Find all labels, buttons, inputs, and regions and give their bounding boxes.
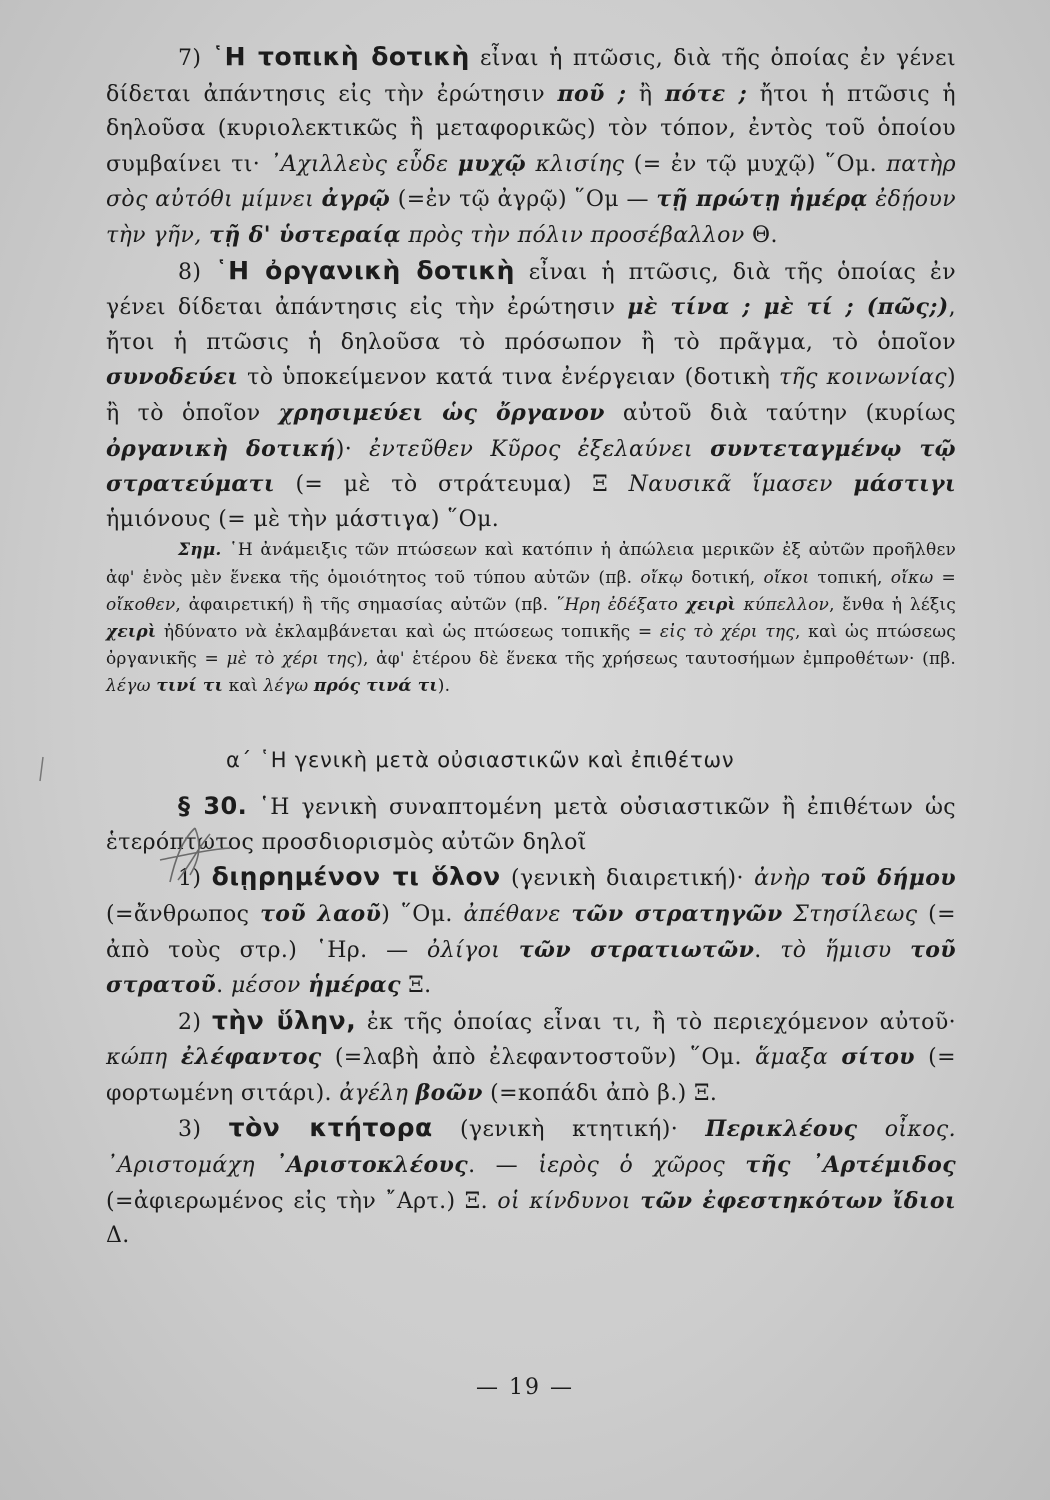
text-run: τῶν ἐφεστηκότων ἴδιοι (640, 1187, 957, 1214)
text-run: , ἤτοι ἡ πτῶσις ἡ δηλοῦσα τὸ πρόσωπον ἢ τὸ πρᾶγμα, τὸ ὁποῖον (106, 295, 956, 355)
text-run: ἐλέφαντος (180, 1044, 322, 1071)
text-run: (=κοπάδι ἀπὸ β.) Ξ. (482, 1080, 718, 1106)
text-run: , ἔνθα ἡ λέξις (829, 594, 957, 615)
text-run: . (216, 973, 231, 999)
text-run: λέγω (263, 676, 314, 697)
text-run: σίτου (841, 1044, 915, 1071)
text-run: ἐντεῦθεν Κῦρος ἐξελαύνει (369, 436, 711, 462)
text-run: (=ἄνθρωπος (106, 901, 261, 927)
text-run: ὀργανικὴ δοτική (106, 435, 336, 462)
text-run: 7) (178, 46, 212, 71)
text-run: τῶν στρατηγῶν (571, 900, 783, 927)
text-run: ῾Η τοπικὴ δοτικὴ (211, 42, 470, 71)
text-run: Στησίλεως (782, 901, 918, 927)
text-run: Περικλέους (705, 1116, 858, 1143)
page-number: — 19 — (476, 1375, 574, 1400)
text-run: ἅμαξα (755, 1045, 842, 1071)
text-run: τοῦ λαοῦ (260, 900, 382, 927)
text-run: χειρὶ (106, 621, 157, 642)
page-text (106, 40, 956, 1254)
text-run: τινί τι (156, 676, 223, 697)
text-run: μὲ τὸ χέρι της (226, 649, 357, 670)
text-run: ῾Η ὀργανικὴ δοτικὴ (215, 255, 515, 285)
text-run: 3) (178, 1117, 229, 1143)
text-run: ῾Η γενικὴ συναπτομένη μετὰ οὐσιαστικῶν ἢ ἐπιθέτων ὡς ἑτερόπτωτος προσδιορισμὸς αὐτῶν δηλοῖ (106, 795, 956, 855)
text-run: (γενικὴ διαιρετική)· (500, 866, 755, 892)
text-run: τῶν στρατιωτῶν (518, 936, 755, 963)
text-run: χρησιμεύει ὡς ὄργανον (278, 399, 605, 426)
text-run: , καὶ ὡς πτώσεως ὀργανικῆς = (106, 621, 956, 670)
text-run: ἀπέθανε (463, 901, 572, 927)
text-run: τοῦ στρατοῦ (106, 936, 957, 999)
text-run: πρὸς τὴν πόλιν προσέβαλλον (400, 222, 745, 248)
text-run: ), ἀφ' ἑτέρου δὲ ἕνεκα τῆς χρήσεως ταυτοσήμων ἐμπροθέτων· (πβ. (356, 649, 956, 670)
text-run: Ξ. (400, 973, 432, 999)
text-run: τὸν κτήτορα (228, 1113, 433, 1143)
text-run: )· (335, 436, 370, 462)
pencil-tick-icon (37, 755, 47, 785)
text-run: Δ. (106, 1223, 130, 1249)
subheading: α΄ ῾Η γενικὴ μετὰ οὐσιαστικῶν καὶ ἐπιθέτων (226, 747, 735, 772)
text-run: § 30. (178, 792, 248, 821)
text-run: τῆς ᾿Αρτέμιδος (745, 1152, 956, 1179)
text-run: Θ. (744, 222, 778, 248)
paragraph-7-local-dative (106, 40, 956, 254)
text-run: πότε ; (664, 80, 748, 107)
text-run: ἱερὸς ὁ χῶρος (538, 1153, 746, 1179)
text-run: (=λαβὴ ἀπὸ ἐλεφαντοστοῦν) ῞Ομ. (321, 1045, 756, 1071)
text-run: τοπική, (809, 567, 891, 588)
text-run: (γενικὴ κτητική)· (432, 1117, 706, 1143)
text-run: οἶκος. ᾿Αριστομάχη (106, 1117, 956, 1179)
text-run: βοῶν (415, 1079, 483, 1106)
text-run: μάστιγι (853, 471, 956, 498)
note-paragraph (106, 537, 956, 700)
text-run: Σημ. (178, 540, 222, 561)
text-run: ). (437, 676, 451, 697)
text-run: (=ἀφιερωμένος εἰς τὴν ῎Αρτ.) Ξ. (106, 1188, 498, 1214)
text-run: καὶ (223, 676, 264, 697)
text-run: 8) (178, 259, 216, 285)
text-run: τὸ ὑποκείμενον κατά τινα ἐνέργειαν (δοτικὴ (238, 365, 779, 391)
text-run: τῆς κοινωνίας (778, 365, 948, 391)
text-run: (= φορτωμένη σιτάρι). (106, 1045, 956, 1106)
text-run: συνοδεύει (106, 364, 239, 391)
text-run: τοῦ δήμου (820, 865, 956, 892)
text-run: (=ἐν τῷ ἀγρῷ) ῞Ομ — (390, 187, 657, 213)
text-run: τῇ πρώτῃ ἡμέρᾳ (656, 186, 868, 213)
text-run: τὴν ὕλην, (211, 1005, 357, 1035)
text-run: αὐτοῦ διὰ ταύτην (κυρίως (604, 400, 957, 426)
text-run: ῾Η ἀνάμειξις τῶν πτώσεων καὶ κατόπιν ἡ ἀπώλεια μερικῶν ἐξ αὐτῶν προῆλθεν ἀφ' ἑνὸς μὲν ἕνεκα τῆς ὁμοιότητος τοῦ τύπου αὐτῶν (πβ. (106, 540, 956, 588)
text-run: ) ῞Ομ. (381, 901, 464, 927)
text-run: οἴκω = οἴκοθεν (106, 567, 956, 615)
text-run: εἶναι ἡ πτῶσις, διὰ τῆς ὁποίας ἐν γένει δίδεται ἀπάντησις εἰς τὴν ἐρώτησιν (106, 259, 956, 321)
text-run: κώπη (106, 1045, 181, 1071)
text-run: ἤτοι ἡ πτῶσις ἡ δηλοῦσα (κυριολεκτικῶς ἢ μεταφορικῶς) τὸν τόπον, ἐντὸς τοῦ ὁποίου συμβαίνει τι· (106, 81, 956, 177)
text-run: (= μὲ τὸ στράτευμα) Ξ (274, 472, 629, 498)
text-run: δοτική, (683, 567, 764, 588)
text-run: οἱ κίνδυνοι (497, 1188, 641, 1214)
text-run: λέγω (106, 676, 157, 697)
text-run: . — (468, 1153, 539, 1179)
text-run: τὸ ἥμισυ (780, 937, 911, 963)
text-run: (= ἀπὸ τοὺς στρ.) ῾Ηρ. — (106, 901, 956, 963)
text-run: ᾿Αριστοκλέους (275, 1152, 469, 1179)
text-run: πρός τινά τι (313, 676, 438, 697)
text-run: πατὴρ σὸς αὐτόθι μίμνει (106, 151, 956, 213)
paragraph-8-instrumental-dative (106, 254, 956, 538)
text-run: εἶναι ἡ πτῶσις, διὰ τῆς ὁποίας ἐν γένει δίδεται ἀπάντησις εἰς τὴν ἐρώτησιν (106, 46, 956, 107)
text-run: ἐδῄουν τὴν γῆν, (106, 187, 956, 248)
text-run: (= ἐν τῷ μυχῷ) ῞Ομ. (624, 151, 887, 177)
text-run: μὲ τίνα ; μὲ τί ; (πῶς;) (627, 294, 949, 321)
text-run: ἀγέλη (339, 1080, 416, 1106)
handwritten-mark-icon (150, 820, 240, 890)
text-run: μυχῷ (457, 150, 527, 177)
text-run: ἐκ τῆς ὁποίας εἶναι τι, ἢ τὸ περιεχόμενον αὐτοῦ· (356, 1009, 956, 1035)
text-run: οἴκοι (763, 567, 810, 588)
item-3-possessive (106, 1111, 956, 1253)
text-run: ) ἢ τὸ ὁποῖον (106, 365, 956, 426)
text-run: μέσον (230, 973, 309, 999)
text-run: κλισίης (526, 151, 625, 177)
text-run: ἡμιόνους (= μὲ τὴν μάστιγα) ῞Ομ. (106, 506, 500, 532)
text-run: συντεταγμένῳ τῷ στρατεύματι (106, 435, 957, 498)
text-run: . (754, 937, 781, 963)
text-run: ποῦ ; (557, 80, 627, 107)
text-run: 1) (178, 866, 212, 892)
text-run: εἰς τὸ χέρι της (659, 621, 795, 642)
text-run: τῇ δ' ὑστεραίᾳ (209, 221, 401, 248)
text-run: οἴκῳ (640, 567, 684, 588)
text-run: κύπελλον (735, 594, 830, 615)
text-run: ἢ (626, 81, 665, 107)
text-run: ᾿Αχιλλεὺς εὗδε (269, 151, 458, 177)
item-2-material (106, 1004, 956, 1112)
text-run: ἡμέρας (308, 972, 401, 999)
text-run: ἀνὴρ (754, 866, 821, 892)
text-run: χειρὶ (685, 594, 736, 615)
text-run: διῃρημένον τι ὅλον (211, 862, 501, 892)
text-run: 2) (178, 1009, 212, 1035)
text-run: ὀλίγοι (427, 937, 519, 963)
text-run: Ναυσικᾶ ἵμασεν (628, 472, 854, 498)
text-run: , ἀφαιρετική) ἢ τῆς σημασίας αὐτῶν (πβ. (175, 594, 556, 615)
text-run: ἠδύνατο νὰ ἐκλαμβάνεται καὶ ὡς πτώσεως τοπικῆς = (156, 621, 660, 642)
text-run: ῞Ηρη ἐδέξατο (555, 594, 686, 615)
text-run: ἀγρῷ (321, 186, 391, 213)
